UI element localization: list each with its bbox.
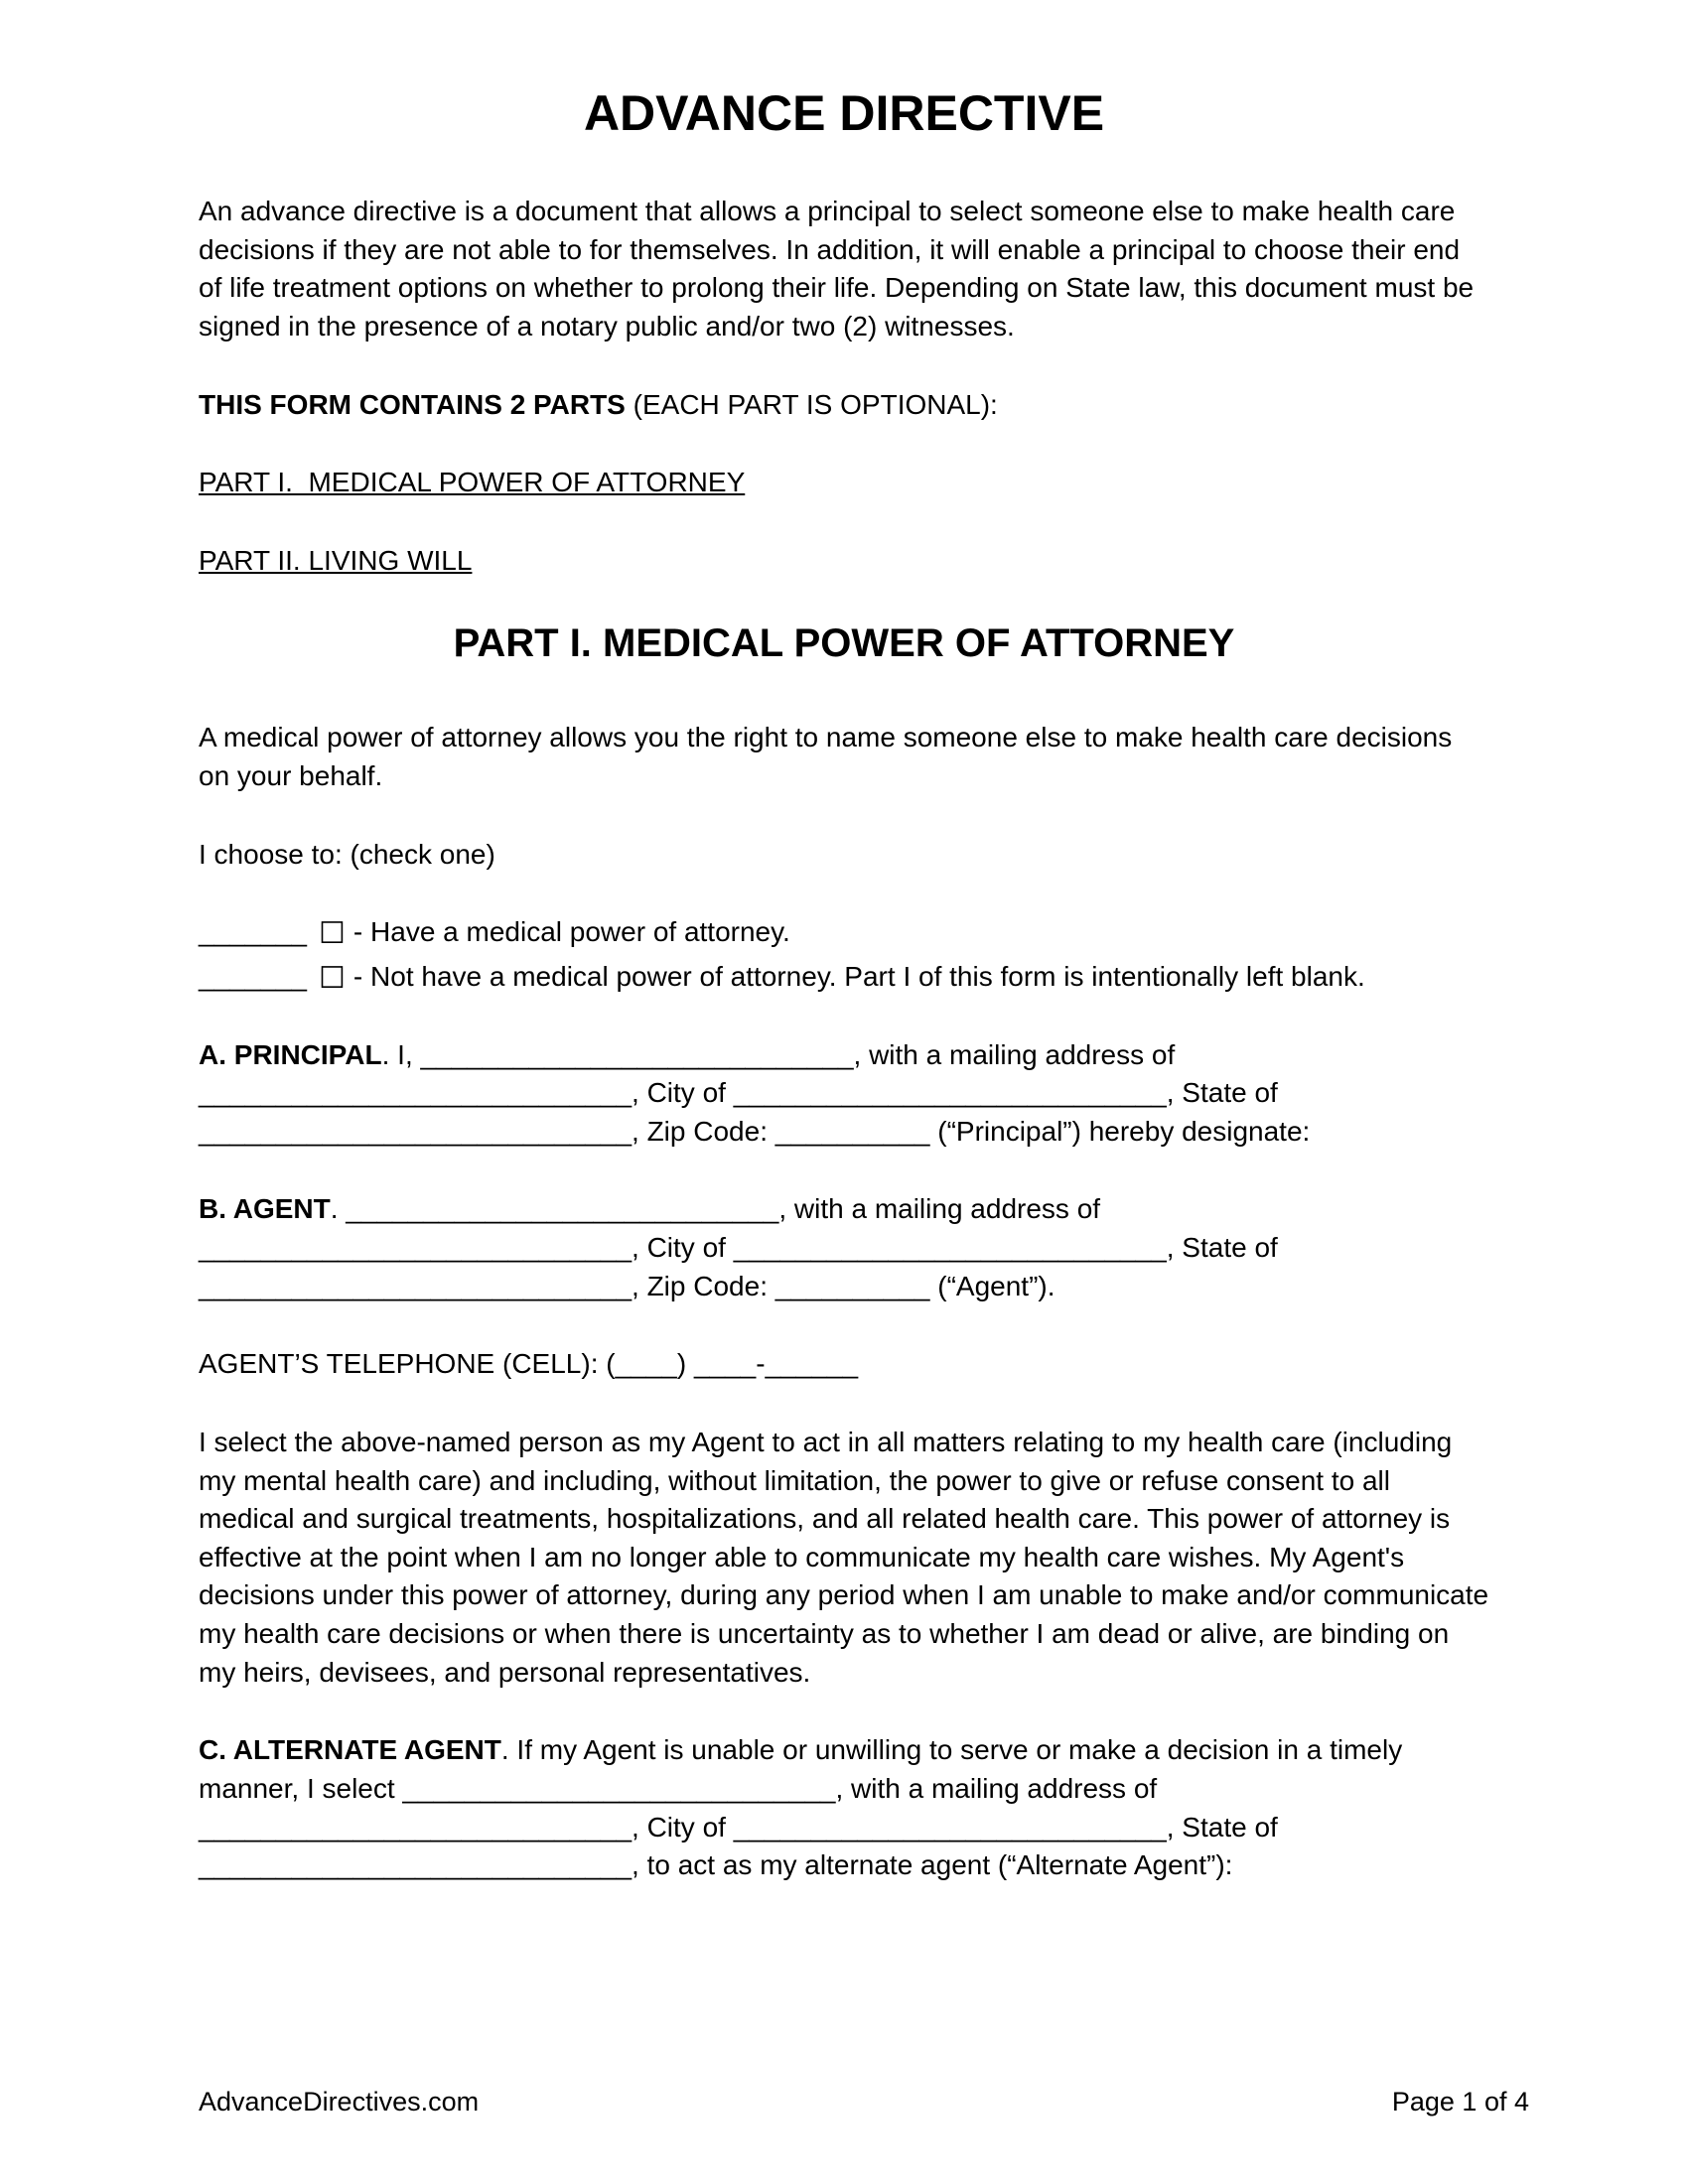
document-title: ADVANCE DIRECTIVE bbox=[583, 85, 1105, 141]
mpoa-options bbox=[199, 913, 1489, 996]
agent-section bbox=[199, 1190, 1489, 1305]
agent-text: . ____________________________, with a mailing address of ____________________________, City of ____________________________, State of ____________________________, Zip Code: __________ (“Agent”). bbox=[199, 1193, 1278, 1301]
part1-heading: PART I. MEDICAL POWER OF ATTORNEY bbox=[453, 621, 1235, 666]
principal-label: A. PRINCIPAL bbox=[199, 1038, 382, 1070]
alternate-agent-text: . If my Agent is unable or unwilling to serve or make a decision in a timely manner, I select ____________________________, with a mailing address of ____________________________, City of ____________________________, State of ____________________________, to act as my alternate agent (“Alternate Agent”): bbox=[199, 1734, 1403, 1881]
alternate-agent-label: C. ALTERNATE AGENT bbox=[199, 1734, 501, 1766]
principal-section bbox=[199, 1036, 1489, 1152]
alternate-agent-section bbox=[199, 1731, 1489, 1885]
option-not-have-blank: _______ bbox=[199, 960, 308, 992]
option-not-have-mpoa bbox=[199, 958, 1489, 997]
part2-link[interactable]: PART II. LIVING WILL bbox=[199, 544, 473, 576]
part1-link[interactable]: PART I. MEDICAL POWER OF ATTORNEY bbox=[199, 467, 746, 498]
form-contains-rest: (EACH PART IS OPTIONAL): bbox=[625, 388, 998, 420]
option-have-text: - Have a medical power of attorney. bbox=[352, 916, 790, 948]
footer-site-name: AdvanceDirectives.com bbox=[199, 2086, 480, 2116]
option-have-mpoa bbox=[199, 913, 1489, 952]
intro-paragraph: An advance directive is a document that allows a principal to select someone else to make health care decisions if they are not able to for themselves. In addition, it will enable a principal to choose their end of life treatment options on whether to prolong their life. Depending on State law, this document must be signed in the presence of a notary public and/or two (2) witnesses. bbox=[199, 196, 1475, 341]
option-have-checkbox-icon[interactable]: ☐ bbox=[319, 917, 346, 951]
principal-text: . I, ____________________________, with a mailing address of ____________________________, City of ____________________________, State of ____________________________, Zip Code: __________ (“Principal”) hereby designate: bbox=[199, 1038, 1311, 1147]
choose-label: I choose to: (check one) bbox=[199, 838, 495, 870]
footer-page-number: Page 1 of 4 bbox=[1391, 2086, 1529, 2116]
agent-label: B. AGENT bbox=[199, 1193, 331, 1225]
agent-phone-line: AGENT’S TELEPHONE (CELL): (____) ____-______ bbox=[199, 1348, 859, 1380]
agent-powers-paragraph: I select the above-named person as my Agent to act in all matters relating to my health care (including my mental health care) and including, without limitation, the power to give or refuse consent to all medical and surgical treatments, hospitalizations, and all related health care. This power of attorney is effective at the point when I am no longer able to communicate my health care wishes. My Agent's decisions under this power of attorney, during any period when I am unable to make and/or communicate my health care decisions or when there is uncertainty as to whether I am dead or alive, are binding on my heirs, devisees, and personal representatives. bbox=[199, 1426, 1489, 1688]
form-contains-bold: THIS FORM CONTAINS 2 PARTS bbox=[199, 388, 626, 420]
part1-intro: A medical power of attorney allows you the right to name someone else to make health care decisions on your behalf. bbox=[199, 722, 1453, 791]
form-contains-line bbox=[199, 386, 1489, 425]
option-not-have-checkbox-icon[interactable]: ☐ bbox=[319, 961, 346, 995]
page-footer bbox=[199, 2084, 1529, 2120]
option-not-have-text: - Not have a medical power of attorney. Part I of this form is intentionally left blank. bbox=[352, 960, 1365, 992]
option-have-blank: _______ bbox=[199, 916, 308, 948]
